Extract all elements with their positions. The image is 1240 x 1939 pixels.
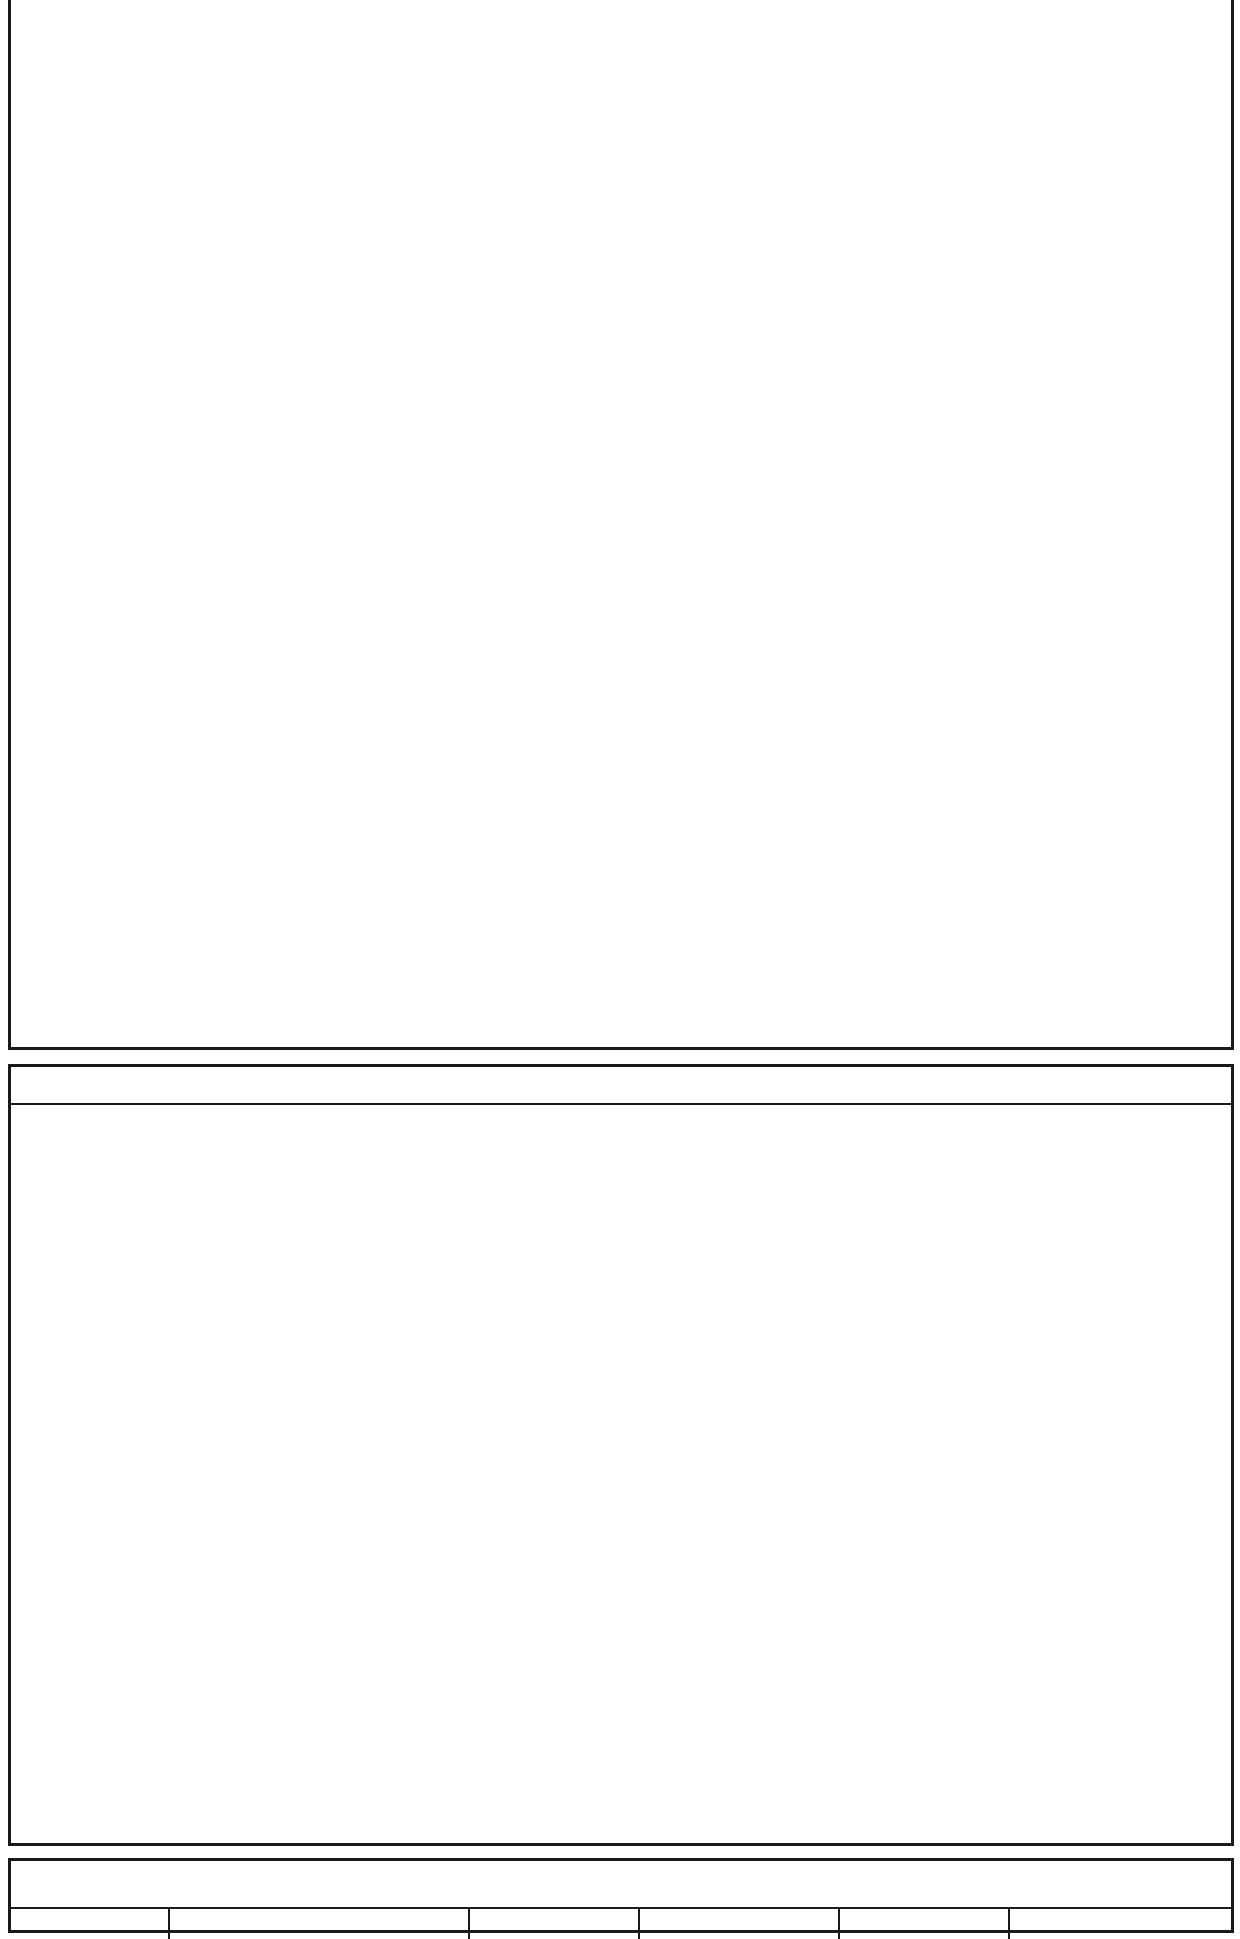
section-title-as568b bbox=[11, 1861, 1231, 1909]
column-divider bbox=[838, 1909, 840, 1939]
as311-as395-table bbox=[8, 0, 1234, 1050]
as901-as932-table bbox=[8, 1858, 1234, 1933]
column-divider bbox=[1008, 1909, 1010, 1939]
column-divider bbox=[638, 1909, 640, 1939]
as425-as475-table bbox=[8, 1064, 1234, 1846]
column-divider bbox=[468, 1909, 470, 1939]
column-divider bbox=[168, 1909, 170, 1939]
section-title bbox=[11, 1067, 1231, 1105]
